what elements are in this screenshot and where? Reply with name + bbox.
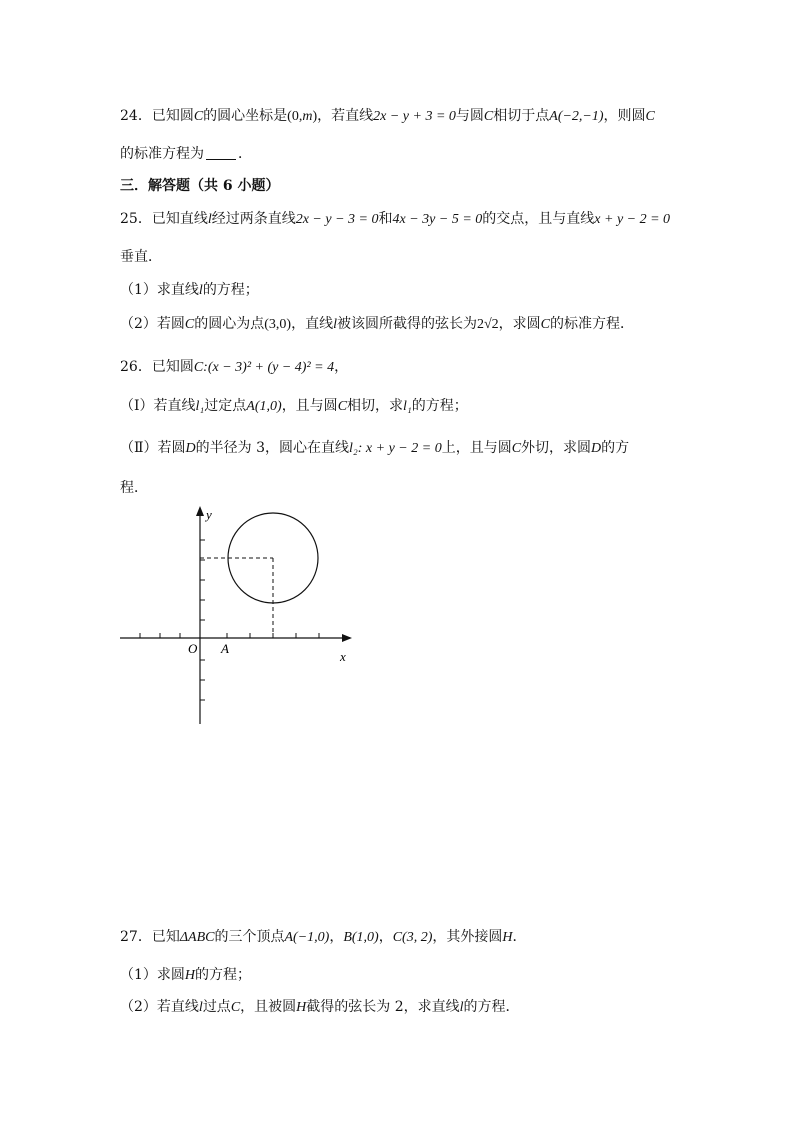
q24-point: A(−2,−1) [549,109,604,124]
answer-blank [206,159,236,160]
q27-line1: 27．已知ΔABC的三个顶点A(−1,0)，B(1,0)，C(3, 2)，其外接圆H． [120,929,527,945]
q25-part2: （2）若圆C的圆心为点(3,0)，直线l被该圆所截得的弦长为2√2，求圆C的标准方程． [120,316,635,332]
origin-label: O [188,641,198,656]
x-axis-arrow [342,634,352,642]
q27-number: 27． [120,929,152,945]
q27-part1: （1）求圆H的方程； [120,967,252,983]
y-axis-arrow [196,506,204,516]
q24-line2: 的标准方程为 ． [120,146,252,162]
q26-part2-cont: 程． [120,480,148,496]
point-A-label: A [221,641,229,656]
q25-number: 25． [120,211,152,227]
q25-part1: （1）求直线l的方程； [120,282,259,298]
q26-part1: （Ⅰ）若直线l₁过定点A(1,0)，且与圆C相切，求l₁的方程； [120,398,468,414]
x-axis-label: x [340,649,346,664]
q27-part2: （2）若直线l过点C，且被圆H截得的弦长为 2，求直线l的方程． [120,999,520,1015]
q26-part2: （Ⅱ）若圆D的半径为 3，圆心在直线l₂: x + y − 2 = 0上，且与圆C外切，求圆D的方 [120,440,630,456]
q25-line2: 垂直． [120,249,162,265]
y-axis-label: y [206,507,212,522]
q24-line-equation: 2x − y + 3 = 0 [373,109,456,124]
q24-line1: 24．已知圆C的圆心坐标是(0,m)，若直线2x − y + 3 = 0与圆C相切于点A(−2,−1)，则圆C [120,108,655,124]
q25-line1: 25．已知直线l经过两条直线2x − y − 3 = 0和4x − 3y − 5 = 0的交点，且与直线x + y − 2 = 0 [120,211,671,227]
q26-line1: 26．已知圆C:(x − 3)² + (y − 4)² = 4， [120,359,349,375]
q24-number: 24． [120,108,152,124]
coordinate-figure [110,500,370,730]
section-heading: 三．解答题（共 6 小题） [120,178,280,194]
q26-number: 26． [120,359,152,375]
